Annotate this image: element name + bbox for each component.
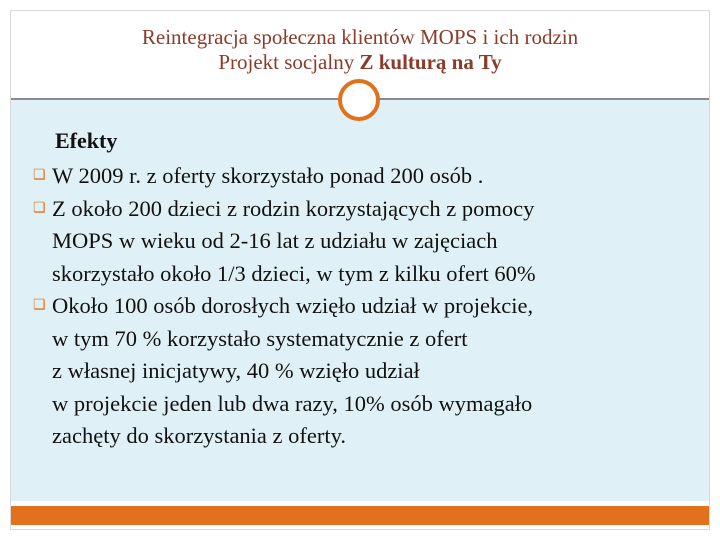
- bullet-line: zachęty do skorzystania z oferty.: [52, 423, 347, 448]
- bullet-line: skorzystało około 1/3 dzieci, w tym z kilku ofert 60%: [52, 260, 536, 286]
- bullet-item: [34, 290, 684, 453]
- section-title: Efekty: [55, 128, 118, 153]
- diamond-bullet-icon: ❏: [33, 298, 46, 313]
- header-subtitle-prefix: Projekt socjalny: [218, 50, 360, 74]
- bullet-line: w projekcie jeden lub dwa razy, 10% osób wymagało: [52, 390, 533, 416]
- header-subtitle-bold: Z kulturą na Ty: [359, 50, 502, 74]
- bullet-list: [34, 160, 684, 453]
- header-title-line2: [11, 50, 709, 75]
- bullet-item: [34, 160, 684, 193]
- bullet-item: [34, 193, 684, 291]
- bullet-line: W 2009 r. z oferty skorzystało ponad 200 osób .: [52, 163, 484, 188]
- circle-ornament-icon: [338, 79, 380, 121]
- bullet-line: Około 100 osób dorosłych wzięło udział w projekcie,: [52, 293, 534, 318]
- bullet-line: z własnej inicjatywy, 40 % wzięło udział: [52, 358, 420, 383]
- bullet-line: MOPS w wieku od 2-16 lat z udziału w zajęciach: [52, 228, 498, 253]
- diamond-bullet-icon: ❏: [33, 200, 46, 216]
- header-title-line1: Reintegracja społeczna klientów MOPS i ich rodzin: [141, 25, 579, 49]
- diamond-bullet-icon: ❏: [33, 168, 46, 183]
- bullet-line: Z około 200 dzieci z rodzin korzystających z pomocy: [52, 195, 535, 221]
- footer-bar: [11, 506, 709, 525]
- bullet-line: w tym 70 % korzystało systematycznie z ofert: [52, 325, 468, 351]
